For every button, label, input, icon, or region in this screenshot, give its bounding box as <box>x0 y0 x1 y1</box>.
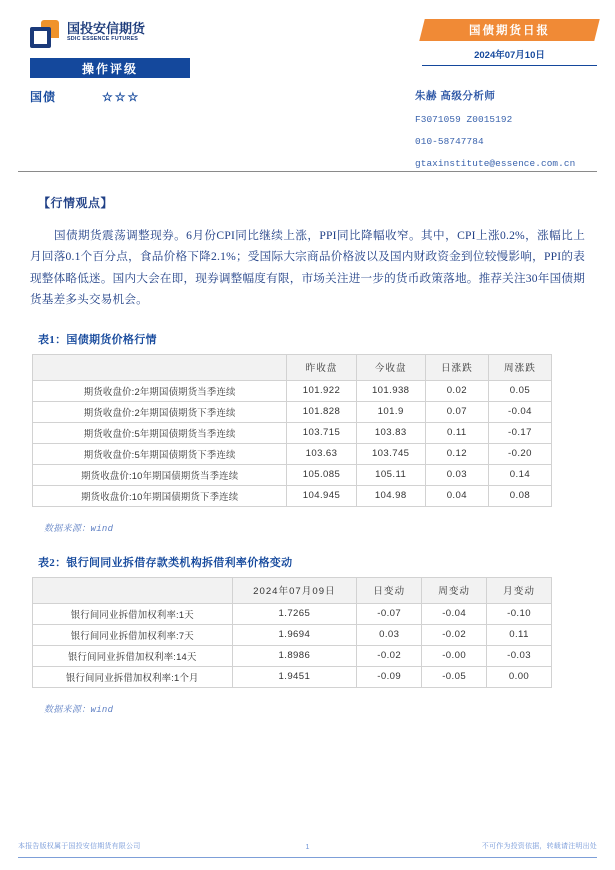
analyst-info <box>415 88 597 169</box>
rating-bar-title: 操作评级 <box>30 58 190 78</box>
table1-wrapper <box>32 354 552 507</box>
table1-row5-label: 期货收盘价:10年期国债期货下季连续 <box>33 485 287 506</box>
table2-row3-v3: 0.00 <box>487 666 552 687</box>
table2-col-0 <box>33 577 233 603</box>
table-row <box>33 401 552 422</box>
table2-col-1: 2024年07月09日 <box>232 577 357 603</box>
table2-row1-v1: 0.03 <box>357 624 422 645</box>
table1-row4-v2: 0.03 <box>425 464 488 485</box>
table1-row1-v1: 101.9 <box>356 401 425 422</box>
table-row <box>33 464 552 485</box>
report-footer <box>18 841 597 858</box>
table2-source <box>44 702 615 715</box>
table2-row3-v0: 1.9451 <box>232 666 357 687</box>
table1-row3-v0: 103.63 <box>287 443 356 464</box>
footer-disclaimer: 不可作为投资依据，转载请注明出处 <box>481 842 597 850</box>
table1-row0-label: 期货收盘价:2年期国债期货当季连续 <box>33 380 287 401</box>
report-header <box>0 0 615 172</box>
table2-head <box>33 577 552 603</box>
company-logo <box>30 20 145 48</box>
table2-row0-v3: -0.10 <box>487 603 552 624</box>
table1-head <box>33 354 552 380</box>
table1-row5-v3: 0.08 <box>488 485 551 506</box>
table1-row5-v0: 104.945 <box>287 485 356 506</box>
analyst-license-codes: F3071059 Z0015192 <box>415 114 513 125</box>
table2-col-2: 日变动 <box>357 577 422 603</box>
table1-row1-v2: 0.07 <box>425 401 488 422</box>
table1-row3-v2: 0.12 <box>425 443 488 464</box>
table1-body <box>33 380 552 506</box>
table1-col-3: 日涨跌 <box>425 354 488 380</box>
table2-row2-v2: -0.00 <box>422 645 487 666</box>
footer-copyright: 本报告版权属于国投安信期货有限公司 <box>18 842 141 850</box>
analyst-phone: 010-58747784 <box>415 136 484 147</box>
table1-row0-v0: 101.922 <box>287 380 356 401</box>
table1-row4-v1: 105.11 <box>356 464 425 485</box>
table2-title: 表2：银行间同业拆借存款类机构拆借利率价格变动 <box>38 556 293 569</box>
table2-col-4: 月变动 <box>487 577 552 603</box>
table-row <box>33 485 552 506</box>
table1-row2-v2: 0.11 <box>425 422 488 443</box>
viewpoint-paragraph: 国债期货震荡调整现券。6月份CPI同比继续上涨，PPI同比降幅收窄。其中，CPI上涨0.2%，涨幅比上月回落0.1个百分点，食品价格下降2.1%；受国际大宗商品价格波以及国内财政资金到位较慢影响，PPI的表现整体略低迷。国内大会在即，现券调整幅度有限，市场关注进一步的货币政策落地。推荐关注30年国债期货基差多头交易机会。 <box>30 229 585 307</box>
table1-row0-v1: 101.938 <box>356 380 425 401</box>
table1-col-4: 周涨跌 <box>488 354 551 380</box>
footer-page-number: 1 <box>305 844 310 851</box>
report-date: 2024年07月10日 <box>422 47 597 66</box>
table2 <box>32 577 552 688</box>
table2-source-value: wind <box>90 704 114 715</box>
table2-row3-label: 银行间同业拆借加权利率:1个月 <box>33 666 233 687</box>
table2-row2-v0: 1.8986 <box>232 645 357 666</box>
table1-col-0 <box>33 354 287 380</box>
table1-header-row <box>33 354 552 380</box>
table1-row4-v3: 0.14 <box>488 464 551 485</box>
table1-row2-v0: 103.715 <box>287 422 356 443</box>
table1-row2-v1: 103.83 <box>356 422 425 443</box>
logo-company-name-en: SDIC ESSENCE FUTURES <box>67 36 139 42</box>
logo-company-name-cn: 国投安信期货 <box>67 21 146 36</box>
table1-source-label: 数据来源： <box>44 522 91 533</box>
table2-header-row <box>33 577 552 603</box>
table1-row1-v0: 101.828 <box>287 401 356 422</box>
table2-row1-v2: -0.02 <box>422 624 487 645</box>
table2-row0-label: 银行间同业拆借加权利率:1天 <box>33 603 233 624</box>
table2-row1-v3: 0.11 <box>487 624 552 645</box>
table-row <box>33 666 552 687</box>
table1-row4-label: 期货收盘价:10年期国债期货当季连续 <box>33 464 287 485</box>
table2-row1-label: 银行间同业拆借加权利率:7天 <box>33 624 233 645</box>
table1-row5-v2: 0.04 <box>425 485 488 506</box>
table2-row2-v1: -0.02 <box>357 645 422 666</box>
table1-title: 表1：国债期货价格行情 <box>38 333 157 346</box>
table1-source-value: wind <box>90 523 114 534</box>
table2-wrapper <box>32 577 552 688</box>
table1 <box>32 354 552 507</box>
table-row <box>33 443 552 464</box>
table-row <box>33 645 552 666</box>
table2-row3-v2: -0.05 <box>422 666 487 687</box>
report-banner-title: 国债期货日报 <box>469 25 550 37</box>
table1-row3-label: 期货收盘价:5年期国债期货下季连续 <box>33 443 287 464</box>
logo-mark-icon <box>30 20 60 48</box>
table2-row1-v0: 1.9694 <box>232 624 357 645</box>
table1-col-1: 昨收盘 <box>287 354 356 380</box>
table2-source-label: 数据来源： <box>44 703 91 714</box>
table-row <box>33 603 552 624</box>
table2-row2-label: 银行间同业拆借加权利率:14天 <box>33 645 233 666</box>
analyst-email: gtaxinstitute@essence.com.cn <box>415 158 576 169</box>
table2-row0-v0: 1.7265 <box>232 603 357 624</box>
table2-row2-v3: -0.03 <box>487 645 552 666</box>
rating-instrument-label: 国债 <box>30 90 57 104</box>
table1-col-2: 今收盘 <box>356 354 425 380</box>
table2-body <box>33 603 552 687</box>
table-row <box>33 422 552 443</box>
table2-row0-v2: -0.04 <box>422 603 487 624</box>
analyst-name: 朱赫 高级分析师 <box>415 90 496 102</box>
table1-row2-label: 期货收盘价:5年期国债期货当季连续 <box>33 422 287 443</box>
table-row <box>33 624 552 645</box>
table1-row3-v3: -0.20 <box>488 443 551 464</box>
table1-row2-v3: -0.17 <box>488 422 551 443</box>
table-row <box>33 380 552 401</box>
table1-row0-v3: 0.05 <box>488 380 551 401</box>
table1-row5-v1: 104.98 <box>356 485 425 506</box>
table1-row3-v1: 103.745 <box>356 443 425 464</box>
table1-row0-v2: 0.02 <box>425 380 488 401</box>
logo-blue-square <box>30 27 51 48</box>
rating-row <box>30 88 205 105</box>
table1-row4-v0: 105.085 <box>287 464 356 485</box>
logo-text <box>67 20 145 42</box>
viewpoint-section-title: 【行情观点】 <box>38 196 114 210</box>
table2-col-3: 周变动 <box>422 577 487 603</box>
table1-row1-label: 期货收盘价:2年期国债期货下季连续 <box>33 401 287 422</box>
table2-row0-v1: -0.07 <box>357 603 422 624</box>
table1-row1-v3: -0.04 <box>488 401 551 422</box>
report-body <box>0 172 615 715</box>
rating-stars-icon: ☆☆☆ <box>102 89 141 104</box>
table2-row3-v1: -0.09 <box>357 666 422 687</box>
table1-source <box>44 521 615 534</box>
